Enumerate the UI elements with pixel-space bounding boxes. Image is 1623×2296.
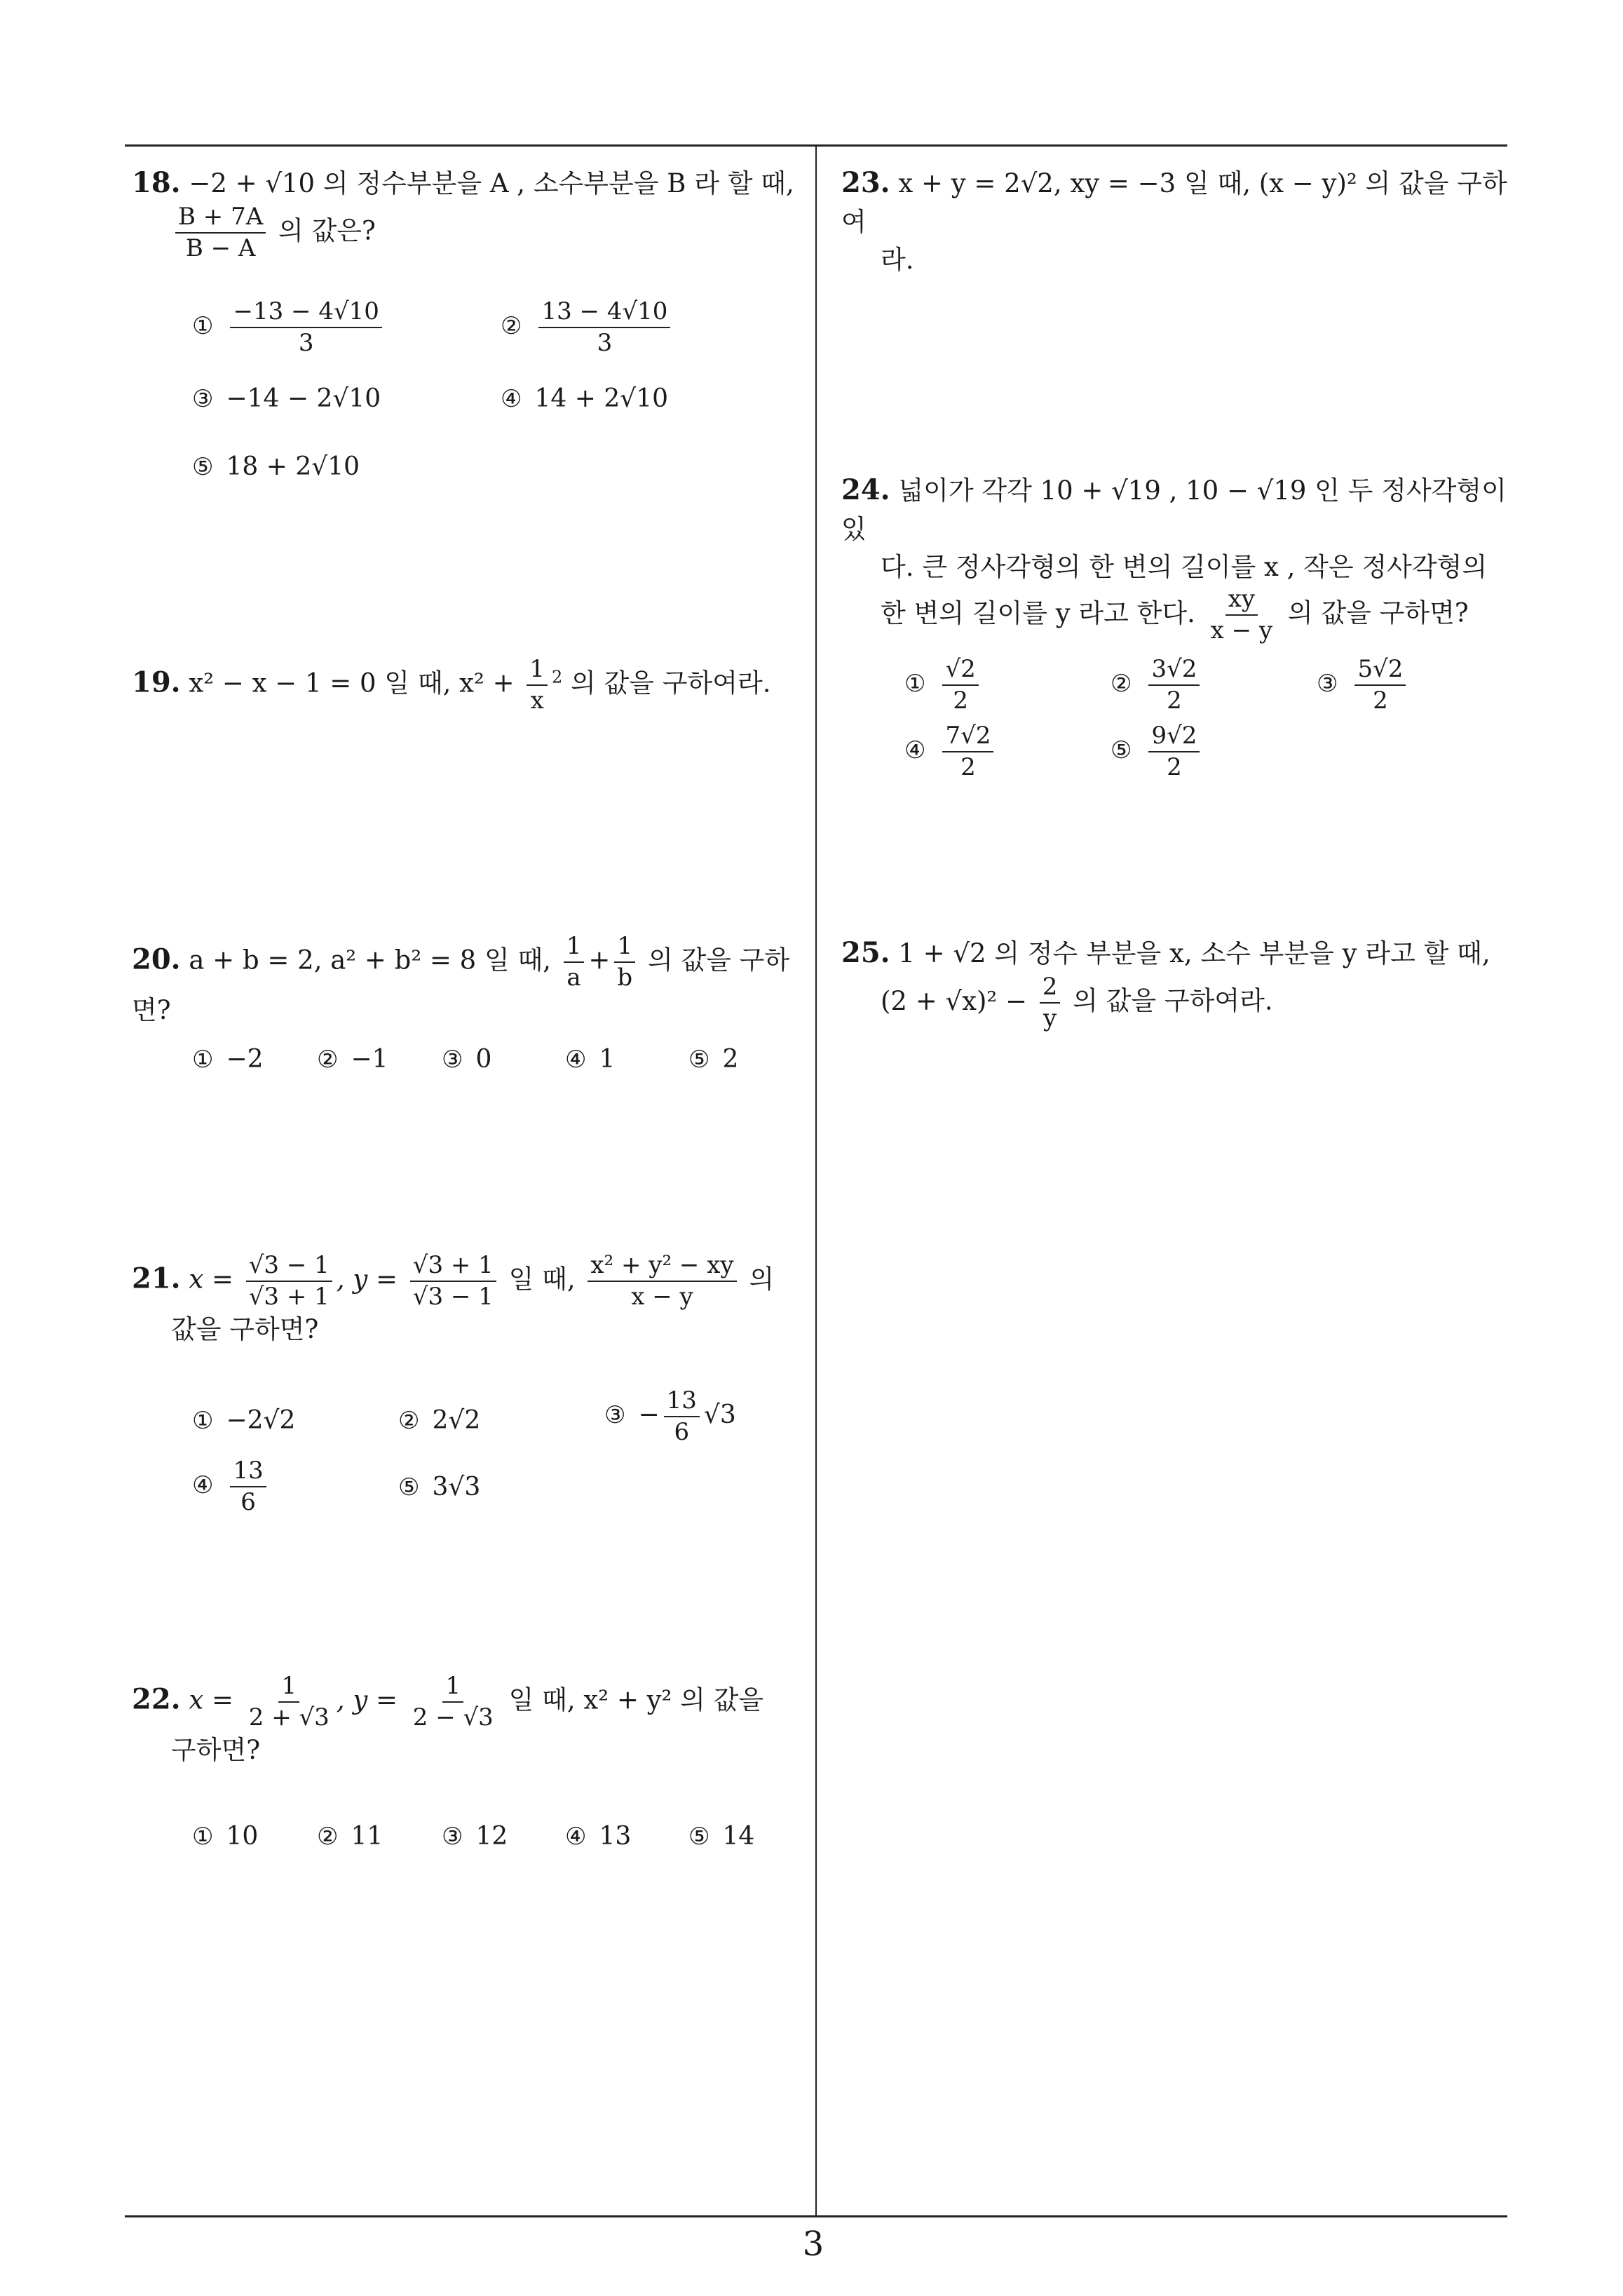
choice-1[interactable]: ① $\frac{-13 - 4√10}{3}$ xyxy=(192,298,386,357)
question-19 xyxy=(132,656,805,715)
fraction-1: $\frac{1}{a}$ xyxy=(564,933,585,992)
question-text-end: 의 값을 구하면? xyxy=(132,945,790,1026)
question-number: 19. xyxy=(132,666,181,699)
choice-2[interactable]: ② $\frac{13 - 4√10}{3}$ xyxy=(501,298,674,357)
question-text-line2: 다. 큰 정사각형의 한 변의 길이를 x , 작은 정사각형의 xyxy=(881,551,1488,582)
x-fraction: $\frac{1}{2 + √3}$ xyxy=(248,1672,330,1732)
question-text: 일 때, x² + y² 의 값을 xyxy=(508,1684,764,1715)
question-text-line3: 한 변의 길이를 y 라고 한다. xyxy=(881,597,1195,628)
question-text: a + b = 2, a² + b² = 8 일 때, xyxy=(189,945,551,975)
x-equals: x = xyxy=(189,1684,233,1715)
choice-5[interactable]: ⑤ 2 xyxy=(688,1045,739,1074)
choice-3[interactable]: ③ − $\frac{13}{6}$ √3 xyxy=(604,1386,736,1447)
y-fraction: $\frac{√3 + 1}{√3 - 1}$ xyxy=(410,1252,496,1311)
y-equals: , y = xyxy=(336,1684,398,1715)
fraction: $\frac{B + 7A}{B - A}$ xyxy=(175,203,266,262)
column-divider xyxy=(815,146,817,2216)
choice-2[interactable]: ② −1 xyxy=(317,1045,388,1074)
choice-2[interactable]: ② 2√2 xyxy=(398,1406,481,1435)
question-text-end: 의 값을 구하면? xyxy=(1287,597,1469,628)
question-number: 22. xyxy=(132,1682,181,1716)
question-text: x + y = 2√2, xy = −3 일 때, (x − y)² 의 값을 구하여 xyxy=(841,168,1507,237)
choice-1[interactable]: ① 10 xyxy=(192,1822,259,1851)
question-text: 일 때, xyxy=(508,1264,576,1295)
page-number: 3 xyxy=(802,2224,824,2264)
question-number: 20. xyxy=(132,943,181,976)
choice-3[interactable]: ③ 0 xyxy=(442,1045,492,1074)
plus-sign: + xyxy=(588,945,611,975)
question-21 xyxy=(132,1252,805,1349)
question-number: 24. xyxy=(841,473,890,506)
question-number: 18. xyxy=(132,166,181,199)
question-number: 25. xyxy=(841,936,890,969)
choice-3[interactable]: ③ 12 xyxy=(442,1822,508,1851)
y-equals: , y = xyxy=(336,1264,398,1295)
choice-3[interactable]: ③ −14 − 2√10 xyxy=(192,384,381,413)
question-text-line2: (2 + √x)² − xyxy=(881,985,1027,1016)
question-text-end: 의 값을 구하여라. xyxy=(1073,985,1273,1016)
choice-1[interactable]: ① $\frac{√2}{2}$ xyxy=(904,656,983,715)
question-text-end: 의 값은? xyxy=(278,215,376,246)
question-text-line2: 라. xyxy=(881,244,914,275)
fraction: $\frac{1}{x}$ xyxy=(527,656,548,715)
question-text: 넓이가 각각 10 + √19 , 10 − √19 인 두 정사각형이 있 xyxy=(841,475,1507,544)
choice-1[interactable]: ① −2 xyxy=(192,1045,264,1074)
question-23 xyxy=(841,163,1514,278)
question-20 xyxy=(132,933,805,1029)
choice-5[interactable]: ⑤ 3√3 xyxy=(398,1473,481,1501)
choice-5[interactable]: ⑤ $\frac{9√2}{2}$ xyxy=(1111,722,1204,781)
question-text: −2 + √10 의 정수부분을 A , 소수부분을 B 라 할 때, xyxy=(189,168,794,198)
question-number: 23. xyxy=(841,166,890,199)
choice-4[interactable]: ④ 14 + 2√10 xyxy=(501,384,668,413)
question-text: 1 + √2 의 정수 부분을 x, 소수 부분을 y 라고 할 때, xyxy=(898,938,1490,968)
y-fraction: $\frac{1}{2 - √3}$ xyxy=(412,1672,494,1732)
question-text-line2: 값을 구하면? xyxy=(171,1314,319,1345)
question-number: 21. xyxy=(132,1262,181,1295)
question-24 xyxy=(841,470,1514,644)
choice-2[interactable]: ② $\frac{3√2}{2}$ xyxy=(1111,656,1204,715)
question-25 xyxy=(841,933,1514,1032)
choice-4[interactable]: ④ 1 xyxy=(565,1045,616,1074)
question-text-line2: 구하면? xyxy=(171,1735,261,1766)
choice-1[interactable]: ① −2√2 xyxy=(192,1406,296,1435)
choice-4[interactable]: ④ $\frac{7√2}{2}$ xyxy=(904,722,998,781)
exponent: 2 xyxy=(551,667,563,687)
fraction-2: $\frac{1}{b}$ xyxy=(614,933,635,992)
choice-5[interactable]: ⑤ 14 xyxy=(688,1822,755,1851)
question-18 xyxy=(132,163,805,262)
fraction: $\frac{2}{y}$ xyxy=(1040,973,1061,1032)
choice-4[interactable]: ④ $\frac{13}{6}$ xyxy=(192,1457,271,1516)
choice-2[interactable]: ② 11 xyxy=(317,1822,383,1851)
question-text-end: 의 값을 구하여라. xyxy=(571,668,771,698)
question-text-end: 의 xyxy=(749,1264,775,1295)
choice-3[interactable]: ③ $\frac{5√2}{2}$ xyxy=(1317,656,1410,715)
x-equals: x = xyxy=(189,1264,233,1295)
question-text: x² − x − 1 = 0 일 때, x² + xyxy=(189,668,515,698)
question-22 xyxy=(132,1673,805,1769)
choice-5[interactable]: ⑤ 18 + 2√10 xyxy=(192,452,360,481)
fraction: $\frac{xy}{x - y}$ xyxy=(1210,585,1273,645)
expression-fraction: $\frac{\text{x² + y² − xy}}{x - y}$ xyxy=(588,1252,736,1311)
x-fraction: $\frac{√3 - 1}{√3 + 1}$ xyxy=(246,1252,332,1311)
choice-4[interactable]: ④ 13 xyxy=(565,1822,632,1851)
